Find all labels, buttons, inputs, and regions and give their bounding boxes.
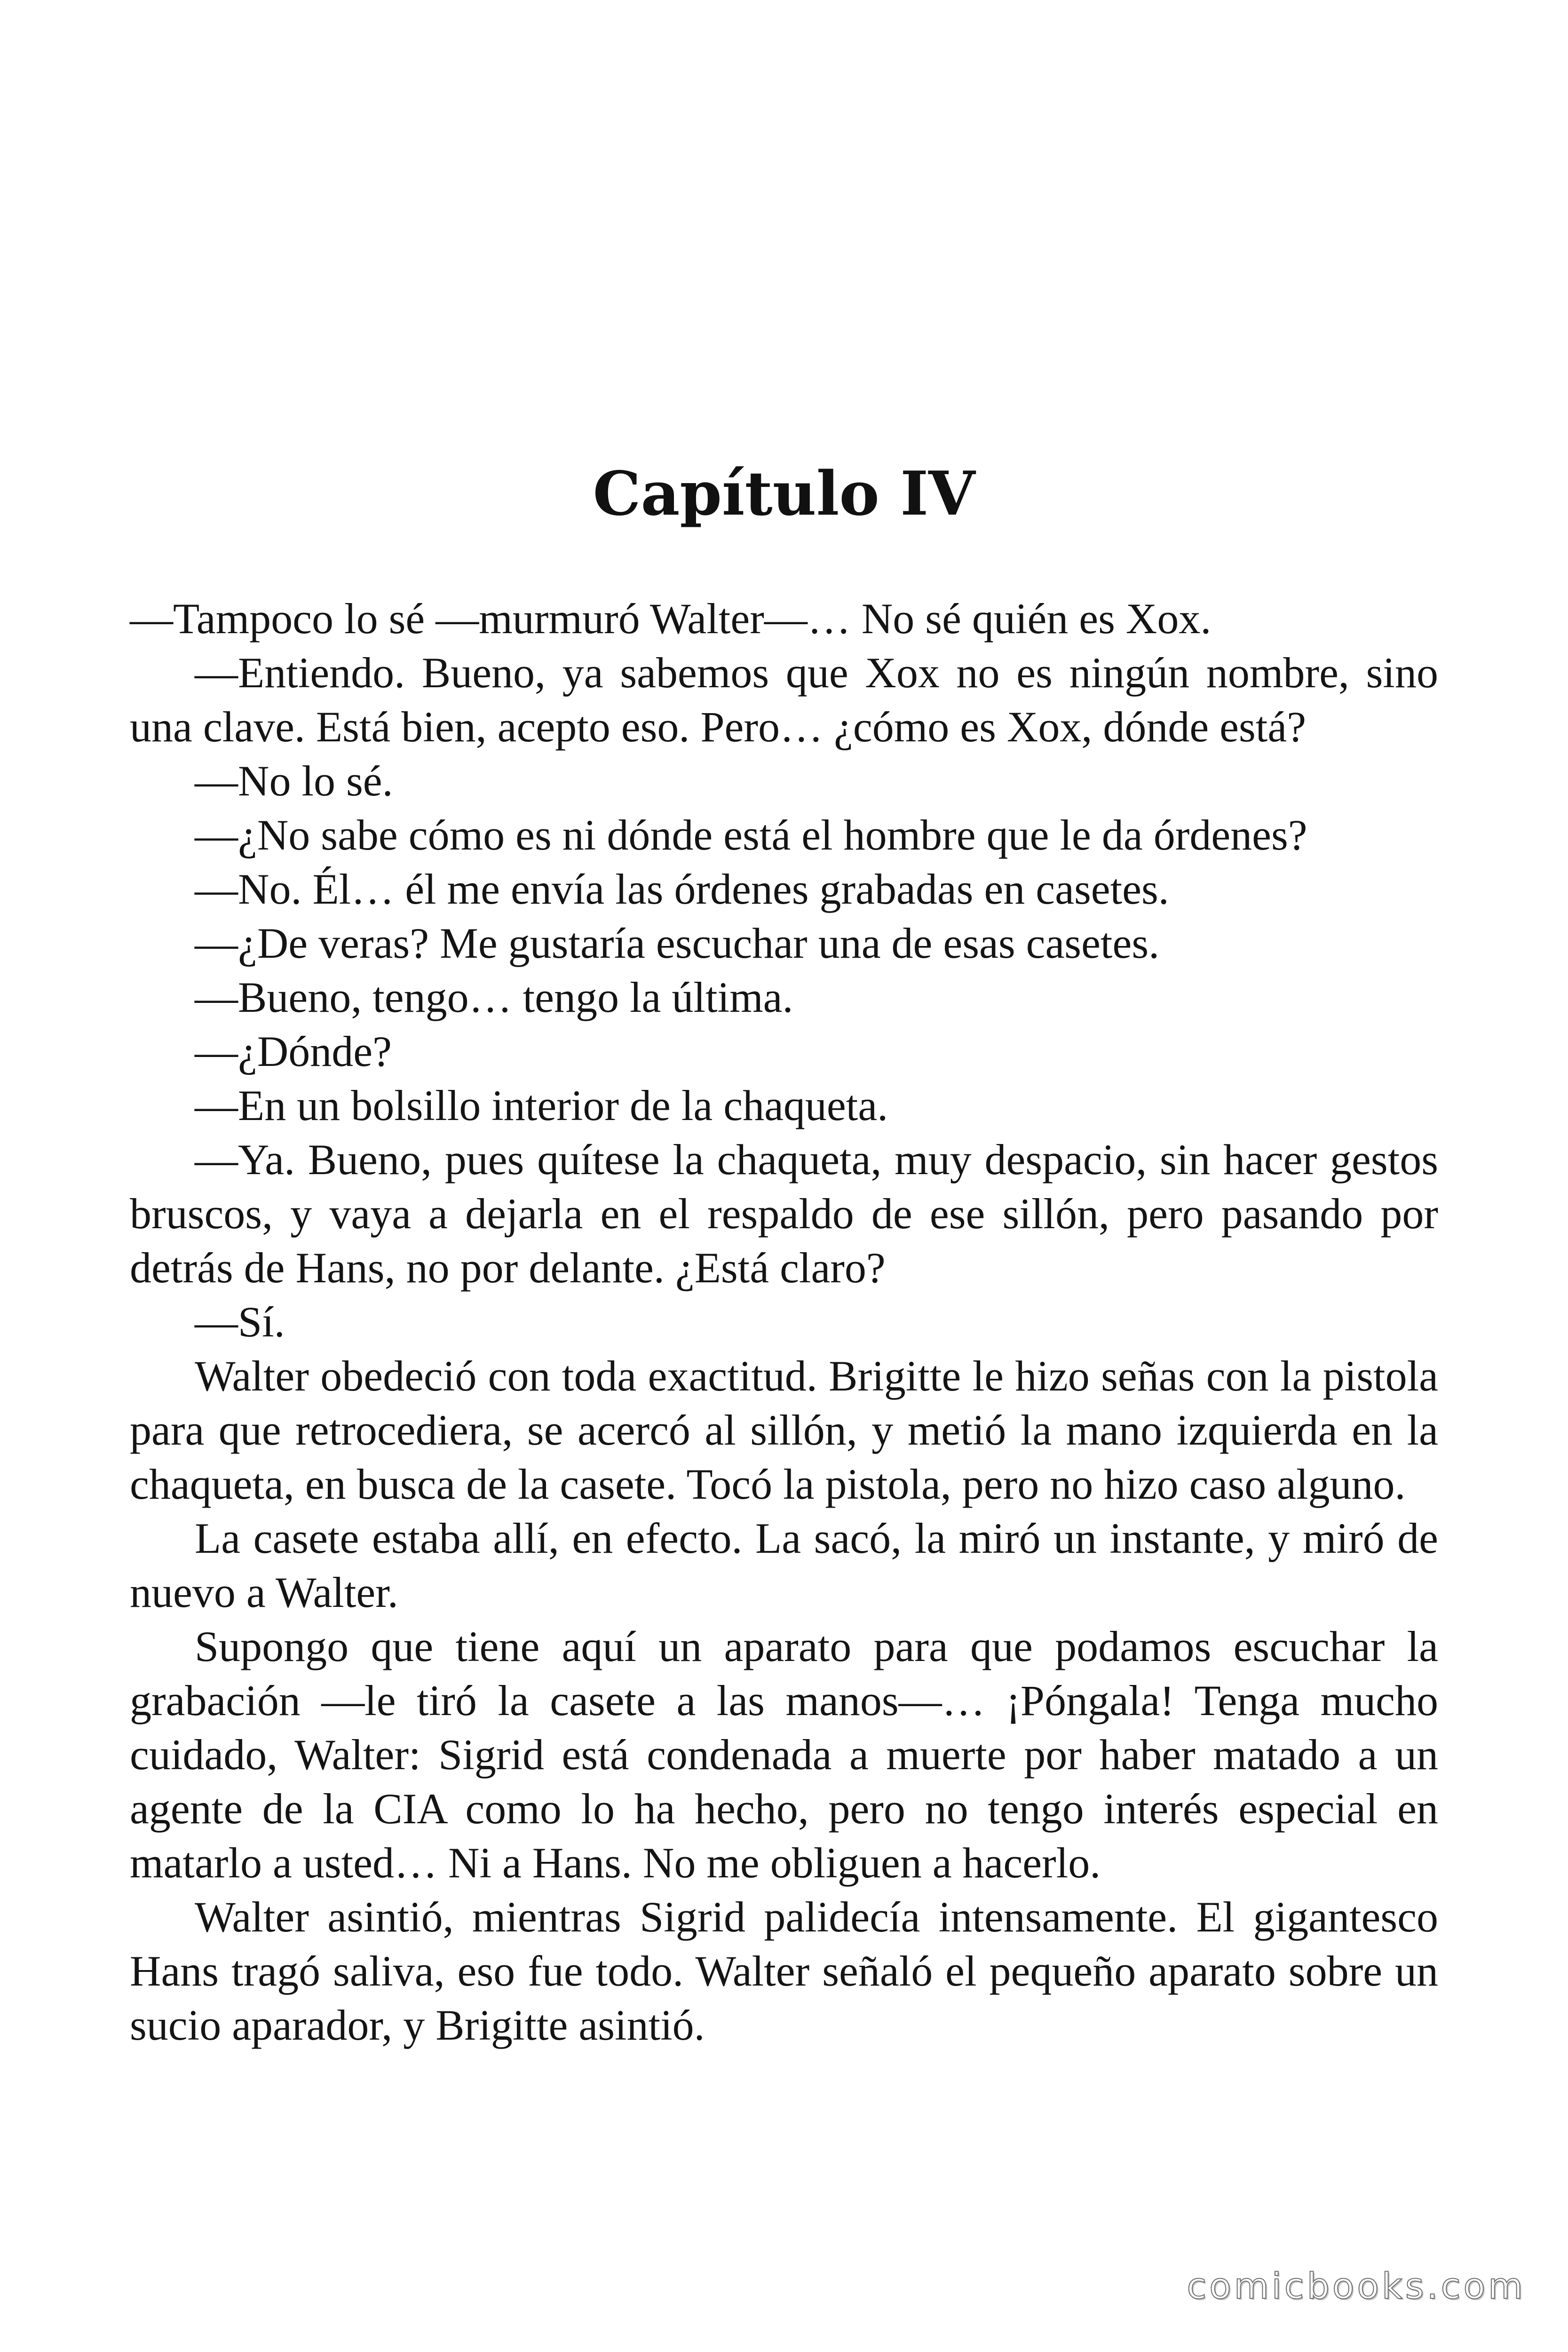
paragraph: —Sí. [195, 1298, 285, 1346]
paragraph: Supongo que tiene aquí un aparato para que podamos escuchar la grabación —le tiró la casete a las manos—… ¡Póngala! Tenga mucho cuidado, Walter: Sigrid está condenada a muerte por haber matado a un agente de la CIA como lo ha hecho, pero no tengo interés especial en matarlo a usted… Ni a Hans. No me obliguen a hacerlo. [130, 1622, 1438, 1887]
paragraph: —No. Él… él me envía las órdenes grabadas en casetes. [195, 865, 1169, 913]
paragraph: —Entiendo. Bueno, ya sabemos que Xox no es ningún nombre, sino una clave. Está bien, acepto eso. Pero… ¿cómo es Xox, dónde está? [130, 649, 1438, 751]
chapter-body [130, 592, 1438, 2052]
paragraph: —Bueno, tengo… tengo la última. [195, 973, 793, 1021]
paragraph: —Tampoco lo sé —murmuró Walter—… No sé quién es Xox. [130, 595, 1212, 643]
paragraph: Walter asintió, mientras Sigrid palidecía intensamente. El gigantesco Hans tragó saliva, eso fue todo. Walter señaló el pequeño aparato sobre un sucio aparador, y Brigitte asintió. [130, 1893, 1438, 2049]
paragraph: —En un bolsillo interior de la chaqueta. [195, 1081, 888, 1129]
paragraph: —¿Dónde? [195, 1027, 392, 1075]
paragraph: —Ya. Bueno, pues quítese la chaqueta, muy despacio, sin hacer gestos bruscos, y vaya a dejarla en el respaldo de ese sillón, pero pasando por detrás de Hans, no por delante. ¿Está claro? [130, 1136, 1438, 1292]
watermark-logo: comicbooks.com [1187, 2265, 1526, 2307]
paragraph: Walter obedeció con toda exactitud. Brigitte le hizo señas con la pistola para que retrocediera, se acercó al sillón, y metió la mano izquierda en la chaqueta, en busca de la casete. Tocó la pistola, pero no hizo caso alguno. [130, 1352, 1438, 1508]
paragraph: —¿De veras? Me gustaría escuchar una de esas casetes. [195, 919, 1160, 967]
paragraph: La casete estaba allí, en efecto. La sacó, la miró un instante, y miró de nuevo a Walter. [130, 1514, 1438, 1616]
chapter-title: Capítulo IV [593, 459, 975, 529]
paragraph: —No lo sé. [195, 757, 393, 805]
paragraph: —¿No sabe cómo es ni dónde está el hombre que le da órdenes? [195, 811, 1307, 859]
